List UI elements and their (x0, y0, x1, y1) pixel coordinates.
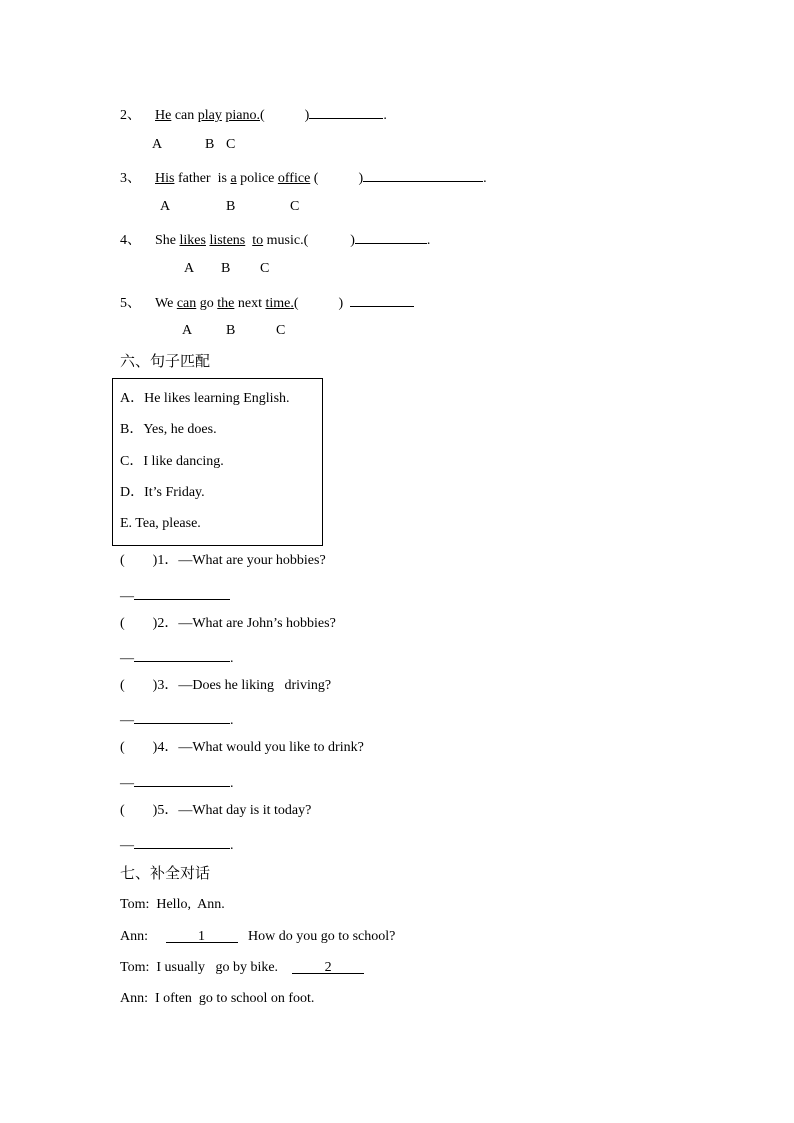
question-number: 3、 (120, 171, 141, 186)
answer-paren-open: ( (259, 108, 265, 123)
answer-paren-close: ) (338, 296, 344, 311)
word-b: a (230, 171, 237, 186)
word-a: can (176, 296, 197, 311)
word: She (155, 233, 176, 248)
word: can (174, 108, 195, 123)
dialogue-text: How do you go to school? (248, 929, 396, 944)
question-text: 3．—Does he liking driving? (157, 678, 332, 693)
word: music. (266, 233, 304, 248)
match-question-5 (120, 802, 311, 820)
option-e: E. Tea, please. (120, 516, 201, 531)
answer-blank[interactable] (134, 834, 230, 849)
answer-blank[interactable] (134, 585, 230, 600)
period: . (290, 296, 294, 311)
word-c: office (277, 171, 311, 186)
question-text: 5．—What day is it today? (157, 803, 312, 818)
label-b: B (205, 137, 215, 152)
period: . (426, 233, 431, 248)
match-question-2 (120, 615, 336, 633)
answer-paren[interactable]: ( ) (120, 616, 158, 631)
question-number: 2、 (120, 108, 141, 123)
word: father (177, 171, 211, 186)
label-b: B (221, 261, 231, 276)
option-c: C．I like dancing. (120, 454, 224, 469)
correction-blank[interactable] (309, 104, 383, 119)
word-a: His (155, 171, 175, 186)
dash: — (120, 838, 134, 853)
word: next (237, 296, 262, 311)
label-c: C (290, 199, 300, 214)
answer-paren-open: ( (303, 233, 309, 248)
word-b: the (217, 296, 235, 311)
match-answer-5 (120, 834, 234, 855)
dialogue-line-1: Tom: Hello, Ann. (120, 897, 225, 912)
answer-blank[interactable] (134, 709, 230, 724)
answer-paren-close: ) (358, 171, 364, 186)
match-question-3 (120, 677, 331, 695)
period: . (383, 108, 387, 123)
question-text: 4．—What would you like to drink? (157, 740, 364, 755)
question-text: 1．—What are your hobbies? (157, 553, 326, 568)
match-answer-2 (120, 647, 234, 668)
word: We (155, 296, 174, 311)
question-number: 4、 (120, 233, 141, 248)
question-number: 5、 (120, 296, 141, 311)
option-b: B．Yes, he does. (120, 422, 217, 437)
dialogue-blank-2[interactable] (292, 959, 364, 974)
match-answer-3 (120, 709, 234, 730)
answer-paren[interactable]: ( ) (120, 553, 158, 568)
word-b: listens (209, 233, 246, 248)
blank-number: 2 (324, 960, 332, 975)
correction-blank[interactable] (350, 292, 414, 307)
blank-number: 1 (198, 929, 205, 944)
label-c: C (226, 137, 236, 152)
answer-paren-close: ) (304, 108, 310, 123)
word-c: time (265, 296, 291, 311)
answer-paren-close: ) (350, 233, 355, 248)
dash: — (120, 589, 134, 604)
dash: — (120, 713, 134, 728)
question-2 (120, 104, 387, 125)
question-3 (120, 167, 487, 188)
label-c: C (260, 261, 270, 276)
label-a: A (184, 261, 195, 276)
answer-paren[interactable]: ( ) (120, 678, 158, 693)
word: is (217, 171, 227, 186)
period: . (483, 171, 487, 186)
answer-blank[interactable] (134, 647, 230, 662)
label-c: C (276, 323, 286, 338)
dialogue-blank-1[interactable] (166, 928, 238, 943)
word-a: He (155, 108, 172, 123)
word-c: piano (225, 108, 257, 123)
match-answer-1 (120, 585, 230, 606)
label-a: A (160, 199, 171, 214)
word-a: likes (179, 233, 206, 248)
answer-blank[interactable] (134, 772, 230, 787)
correction-blank[interactable] (363, 167, 483, 182)
label-a: A (152, 137, 163, 152)
speaker: Tom: I usually go by bike. (120, 960, 279, 975)
answer-paren-open: ( (313, 171, 319, 186)
match-question-4 (120, 739, 364, 757)
period: . (230, 838, 234, 853)
period: . (230, 651, 234, 666)
period: . (230, 713, 234, 728)
option-a: A．He likes learning English. (120, 391, 290, 406)
word-b: play (197, 108, 222, 123)
dash: — (120, 651, 134, 666)
label-b: B (226, 199, 236, 214)
section-6-title: 六、句子匹配 (120, 352, 211, 370)
dialogue-line-4: Ann: I often go to school on foot. (120, 991, 315, 1006)
question-5 (120, 292, 414, 313)
speaker: Ann: (120, 929, 148, 944)
answer-paren[interactable]: ( ) (120, 803, 158, 818)
period: . (230, 776, 234, 791)
label-b: B (226, 323, 236, 338)
question-text: 2．—What are John’s hobbies? (157, 616, 336, 631)
dash: — (120, 776, 134, 791)
answer-paren-open: ( (293, 296, 299, 311)
option-d: D．It’s Friday. (120, 485, 205, 500)
word: police (240, 171, 275, 186)
match-answer-4 (120, 772, 234, 793)
period: . (256, 108, 260, 123)
match-question-1 (120, 552, 326, 570)
section-7-title: 七、补全对话 (120, 864, 211, 882)
answer-paren[interactable]: ( ) (120, 740, 158, 755)
label-a: A (182, 323, 193, 338)
word: go (199, 296, 214, 311)
question-4 (120, 229, 430, 250)
word-c: to (252, 233, 264, 248)
dialogue-line-2 (120, 928, 395, 946)
correction-blank[interactable] (355, 229, 427, 244)
dialogue-line-3 (120, 959, 364, 977)
